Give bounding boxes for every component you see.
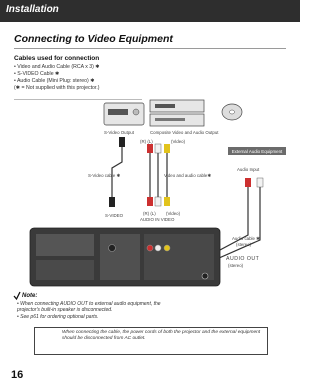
cables-heading: Cables used for connection <box>14 55 100 62</box>
note-item: projector's built-in speaker is disconnected. <box>17 307 113 313</box>
section-title: Installation <box>6 4 59 15</box>
note-check-icon <box>14 292 20 299</box>
video-port-label: (Video) <box>166 211 181 216</box>
audio-out-stereo-label: (stereo) <box>228 263 244 268</box>
s-video-cable-label: S-Video cable ✱ <box>88 173 121 178</box>
note-item: • When connecting AUDIO OUT to external audio equipment, the <box>17 301 161 307</box>
cable-item: • Audio Cable (Mini Plug: stereo) ✱ <box>14 78 95 84</box>
page-title: Connecting to Video Equipment <box>14 33 173 45</box>
page-number: 16 <box>11 369 24 381</box>
audio-input-label: Audio Input <box>237 167 260 172</box>
bottom-plugs-icon <box>109 197 170 207</box>
note-heading: Note: <box>22 293 38 299</box>
rl-port-label: (R) (L) <box>143 211 156 216</box>
audio-cable-stereo-label: (stereo) <box>236 242 252 247</box>
video-top-label: (Video) <box>171 139 186 144</box>
external-audio-equipment-label: External Audio Equipment <box>231 148 283 154</box>
audio-cable-label: Audio cable ✱ <box>232 236 260 241</box>
warning-text: When connecting the cable, the power cords of both the projector and the external equipment should be disconnected from AC outlet. <box>62 330 261 342</box>
s-video-device-icon <box>104 103 144 125</box>
composite-device-icon <box>150 100 242 126</box>
video-audio-cable-label: Video and audio cable✱ <box>164 173 212 178</box>
external-audio-plugs-icon <box>245 178 263 187</box>
cable-item: • S-VIDEO Cable ✱ <box>14 71 60 77</box>
audio-in-video-label: AUDIO IN VIDEO <box>140 217 175 222</box>
projector-terminal-panel-icon <box>30 228 220 286</box>
cable-item: • Video and Audio Cable (RCA x 3) ✱ <box>14 64 100 70</box>
s-video-output-label: S-Video Output <box>104 130 134 135</box>
rl-top-label: (R) (L) <box>140 139 153 144</box>
cable-note: (✱ = Not supplied with this projector.) <box>14 85 100 91</box>
audio-out-label: AUDIO OUT <box>226 256 260 262</box>
s-video-port-label: S-VIDEO <box>105 213 124 218</box>
note-item: • See p61 for ordering optional parts. <box>17 314 99 320</box>
composite-output-label: Composite Video and Audio Output <box>150 130 219 135</box>
